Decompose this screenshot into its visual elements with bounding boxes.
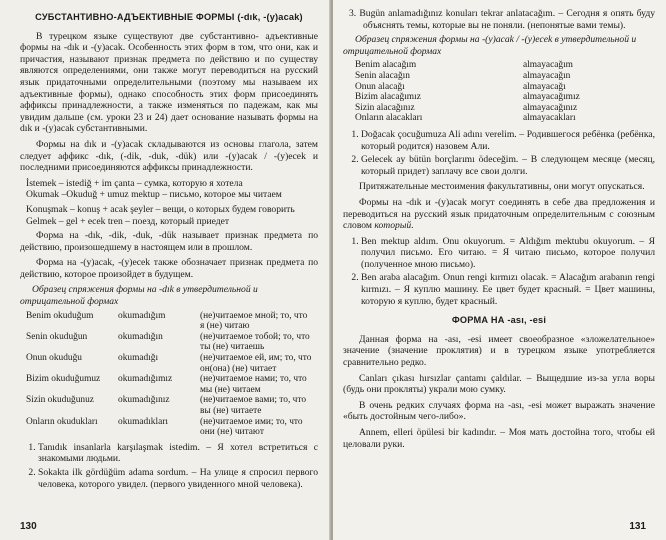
translation-note-text: Формы на -dık и -(y)acak могут соединять в себе два предложения и переводиться на русский язык придаточным определительным с союзным словом (343, 196, 655, 232)
right-page (333, 0, 666, 540)
asi-paragraph: Данная форма на -ası, -esi имеет своеобразное «зложелательное» значение (значение проклятия) и в турецком языке употребляется сравнительно редко. (343, 333, 655, 369)
conjugation-form: Sizin okuduğunuz (26, 395, 94, 406)
conjugation-row (355, 92, 580, 103)
formation-examples (26, 178, 318, 201)
numbered-example: 1. Doğacak çocuğumuza Ali adını verelim. – Родившегося ребёнка (ребёнка, который родится) назовем Али. (361, 129, 655, 152)
relative-clause-examples (343, 236, 655, 308)
conjugation-table-acak (355, 60, 580, 124)
left-page (0, 0, 331, 540)
conjugation-row (20, 311, 312, 332)
formation-examples-2 (26, 204, 318, 227)
translation-note (343, 197, 655, 232)
right-text-column (343, 8, 655, 454)
relative-example: 1. Ben mektup aldım. Onu okuyorum. = Aldığım mektubu okuyorum. – Я получил письмо. Его читаю. = Я читаю письмо, которое получил (полученное мною письмо). (361, 236, 655, 271)
conjugation-negative: almayacağı (523, 81, 566, 92)
conjugation-row (20, 395, 312, 416)
conjugation-form: Onun alacağı (355, 81, 405, 92)
conjugation-translation: (не)читаемое нами; то, что мы (не) читаем (200, 374, 307, 395)
asi-example-2: Annem, elleri öpülesi bir kadındır. – Моя мать достойна того, чтобы ей целовали руки. (343, 427, 655, 450)
conjugation-translation: (не)читаемое вами; то, что вы (не) читаете (200, 395, 307, 416)
conjugation-row (355, 82, 580, 93)
example-3-russian: Сегодня я опять буду объяснять темы, которые вы не поняли. (непонятые вами темы). (363, 8, 656, 31)
left-text-column (20, 10, 318, 494)
conjugation-translation: (не)читаемое ими; то, что они (не) читают (200, 416, 303, 438)
conjugation-form: Onların alacakları (355, 113, 423, 124)
conjugation-row (355, 60, 580, 71)
conjugation-translation: (не)читаемое тобой; то, что ты (не) читаешь (200, 331, 310, 353)
conjugation-row (20, 374, 312, 395)
conjugation-table-dik (20, 311, 312, 438)
translation-note-end: . (411, 220, 414, 232)
numbered-example: 2. Gelecek ay bütün borçlarımı ödeceğim. – В следующем месяце (месяц, который придет) заплачу все свои долги. (361, 154, 655, 177)
conjugation-negative: okumadıkları (118, 416, 168, 427)
conjugation-row (355, 113, 580, 124)
section-title-dik-acak: СУБСТАНТИВНО-АДЪЕКТИВНЫЕ ФОРМЫ (-dık, -(y)acak) (35, 12, 303, 22)
conjugation-form: Senin okuduğun (26, 331, 88, 342)
conjugation-row (355, 71, 580, 82)
conjugation-translation: (не)читаемое ей, им; то, что он(она) (не) читает (200, 353, 312, 374)
asi-paragraph-2: В очень редких случаях форма на -ası, -esi может выражать значение «быть достойным чего-либо». (343, 399, 655, 423)
conjugation-form: Bizim alacağımız (355, 92, 421, 103)
conjugation-negative: okumadığınız (118, 395, 170, 406)
meaning-acak-paragraph: Форма на -(y)acak, -(y)ecek также обозначает признак предмета по действию, которое произойдет в будущем. (20, 257, 318, 280)
conjugation-row (20, 417, 312, 438)
conjugation-negative: almayacağın (523, 70, 571, 81)
section-title-asi: ФОРМА НА -ası, -esi (451, 315, 547, 326)
translation-note-keyword: который (374, 220, 412, 232)
numbered-example: 1. Tanıdık insanlarla karşılaşmak istedim. – Я хотел встретиться с знакомыми людьми. (38, 442, 318, 465)
conjugation-form: Senin alacağın (355, 70, 410, 81)
meaning-dik-paragraph: Форма на -dık, -dik, -duk, -dük называет признак предмета по действию, произошедшему в настоящем или в прошлом. (20, 230, 318, 253)
conjugation-negative: almayacakları (523, 113, 576, 124)
conjugation-negative: almayacağım (523, 60, 573, 71)
page-number: 130 (20, 521, 37, 532)
conjugation-form: Onun okuduğu (26, 353, 82, 364)
conjugation-negative: almayacağınız (523, 102, 578, 113)
conjugation-negative: okumadığımız (118, 374, 173, 385)
left-numbered-examples (20, 442, 318, 490)
conjugation-translation: (не)читаемое мной; то, что я (не) читаю (200, 310, 308, 332)
conjugation-form: Bizim okuduğumuz (26, 374, 101, 385)
example-3-turkish: Bugün anlamadığınız konuları tekrar anlatacağım. (359, 8, 556, 19)
right-numbered-examples (343, 129, 655, 177)
formation-example: İstemek – istediğ + im çanta – сумка, которую я хотела (26, 177, 243, 189)
conjugation-negative: okumadığı (118, 353, 159, 364)
conjugation-negative: okumadığım (118, 310, 166, 321)
conjugation-form: Sizin alacağınız (355, 102, 415, 113)
numbered-example: 2. Sokakta ilk gördüğüm adama sordum. – На улице я спросил первого человека, которого увидел. (первого увиденного мной человека). (38, 467, 318, 490)
formation-paragraph: Формы на dık и -(y)acak складываются из основы глагола, затем следует аффикс -dık, (-dik, -duk, -dük) или -(y)acak / -(y)ecek и последними присоединяются аффиксы принадлежности. (20, 138, 318, 174)
conjugation-form: Benim okuduğum (26, 310, 94, 321)
intro-paragraph: В турецком языке существуют две субстантивно- адъективные формы на -dık и -(y)acak. Особенность этих форм в том, что они, как и причастия, называют признак предмета по действию и по существу являются определениями, они также могут переводиться на русский язык придаточными определительными (поэтому мы называем их адъективные формы), однако способность этих форм присоединять аффиксы принадлежности, а также изменяться по падежам, как мы увидим дальше (см. уроки 23 и 24) дает основание называть формы на dık и -(y)acak субстантивными. (20, 30, 318, 135)
formation-example: Konuşmak – konuş + acak şeyler – вещи, о которых будем говорить (26, 203, 295, 215)
conjugation-negative: almayacağımız (523, 92, 580, 103)
possessive-note: Притяжательные местоимения факультативны, они могут опускаться. (359, 181, 645, 193)
conjugation-form: Onların okudukları (26, 416, 98, 427)
conjugation-negative: okumadığın (118, 331, 163, 342)
conjugation-form: Benim alacağım (355, 60, 417, 71)
relative-example: 2. Ben araba alacağım. Onun rengi kırmızı olacak. = Alacağım arabanın rengi kırmızı. – Я куплю машину. Ее цвет будет красный. = Цвет машины, которую я куплю, будет красный. (361, 272, 655, 307)
numbered-example-3: 3. Bugün anlamadığınız konuları tekrar anlatacağım. – Сегодня я опять буду объяснять темы, которые вы не поняли. (непонятые вами темы). (349, 8, 656, 31)
asi-example-1: Canları çıkası hırsızlar çantamı çaldılar. – Выщедшие из-за угла воры (будь они прокляты) украли мою сумку. (343, 372, 655, 396)
conjugation-table-caption: Образец спряжения формы на -dık в утвердительной и отрицательной формах (20, 284, 258, 308)
conjugation-row (20, 353, 312, 374)
formation-example: Gelmek – gel + ecek tren – поезд, который приедет (26, 215, 230, 227)
conjugation-row (355, 103, 580, 114)
formation-example: Okumak –Okuduğ + umuz mektup – письмо, которое мы читаем (26, 189, 282, 201)
conjugation-row (20, 332, 312, 353)
conjugation-table-caption: Образец спряжения формы на -(y)acak / -(y)ecek в утвердительной и отрицательной формах (343, 34, 637, 57)
page-number: 131 (629, 521, 646, 532)
